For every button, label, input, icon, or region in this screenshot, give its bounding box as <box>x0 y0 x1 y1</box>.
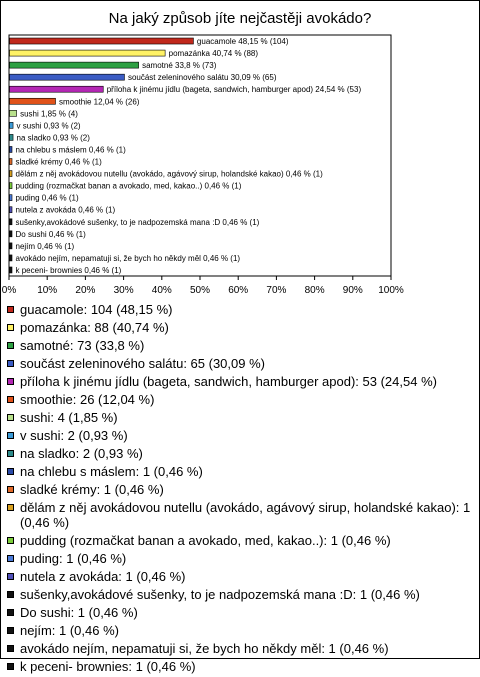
bar-chart <box>1 1 479 301</box>
legend-label: příloha k jinému jídlu (bageta, sandwich, hamburger apod): 53 (24,54 %) <box>20 374 437 389</box>
legend-item <box>7 623 475 638</box>
legend-swatch <box>7 627 14 634</box>
legend-label: avokádo nejím, nepamatuji si, že bych ho někdy měl: 1 (0,46 %) <box>20 641 389 656</box>
legend-item <box>7 446 475 461</box>
x-tick-label: 10% <box>37 285 58 296</box>
bar-label: avokádo nejím, nepamatuji si, že bych ho někdy měl 0,46 % (1) <box>15 253 241 263</box>
bar <box>10 122 14 128</box>
bar-label: pudding (rozmačkat banan a avokado, med, kakao..) 0,46 % (1) <box>15 181 242 191</box>
legend-item <box>7 569 475 584</box>
bar-label: puding 0,46 % (1) <box>15 193 79 203</box>
legend-swatch <box>7 360 14 367</box>
legend-swatch <box>7 306 14 313</box>
bar <box>10 267 13 273</box>
legend-item <box>7 374 475 389</box>
legend-item <box>7 482 475 497</box>
legend-label: sušenky,avokádové sušenky, to je nadpozemská mana :D: 1 (0,46 %) <box>20 587 420 602</box>
legend-item <box>7 320 475 335</box>
bar-label: Do sushi 0,46 % (1) <box>15 229 86 239</box>
legend-swatch <box>7 396 14 403</box>
bar-label: k peceni- brownies 0,46 % (1) <box>15 265 122 275</box>
x-tick-label: 50% <box>189 285 211 296</box>
legend-label: sladké krémy: 1 (0,46 %) <box>20 482 164 497</box>
legend-item <box>7 659 475 674</box>
legend-label: puding: 1 (0,46 %) <box>20 551 127 566</box>
x-tick-label: 20% <box>75 285 96 296</box>
legend-swatch <box>7 342 14 349</box>
legend-label: nutela z avokáda: 1 (0,46 %) <box>20 569 186 584</box>
legend-item <box>7 500 475 530</box>
legend-item <box>7 587 475 602</box>
legend-item <box>7 338 475 353</box>
legend-item <box>7 392 475 407</box>
bar <box>10 134 14 140</box>
legend-swatch <box>7 414 14 421</box>
bar-label: sushi 1,85 % (4) <box>20 109 78 119</box>
legend-item <box>7 551 475 566</box>
bar <box>10 62 139 68</box>
plot-area <box>9 35 391 276</box>
bar-label: pomazánka 40,74 % (88) <box>168 49 259 59</box>
bar-label: v sushi 0,93 % (2) <box>16 121 81 131</box>
legend-item <box>7 533 475 548</box>
legend <box>7 302 475 677</box>
legend-label: Do sushi: 1 (0,46 %) <box>20 605 138 620</box>
bar-label: smoothie 12,04 % (26) <box>58 97 140 107</box>
legend-swatch <box>7 609 14 616</box>
legend-label: guacamole: 104 (48,15 %) <box>20 302 173 317</box>
legend-label: na chlebu s máslem: 1 (0,46 %) <box>20 464 203 479</box>
legend-swatch <box>7 663 14 670</box>
bar-label: sušenky,avokádové sušenky, to je nadpozemská mana :D 0,46 % (1) <box>15 217 260 227</box>
legend-swatch <box>7 645 14 652</box>
legend-swatch <box>7 450 14 457</box>
bar <box>10 231 13 237</box>
legend-label: pomazánka: 88 (40,74 %) <box>20 320 169 335</box>
legend-swatch <box>7 504 14 511</box>
bar <box>10 38 194 44</box>
bar <box>10 195 13 201</box>
x-tick-label: 0% <box>1 285 17 296</box>
bar <box>10 50 166 56</box>
legend-swatch <box>7 555 14 562</box>
legend-label: nejím: 1 (0,46 %) <box>20 623 119 638</box>
legend-label: na sladko: 2 (0,93 %) <box>20 446 143 461</box>
legend-swatch <box>7 537 14 544</box>
legend-item <box>7 302 475 317</box>
bar <box>10 207 13 213</box>
x-tick-label: 100% <box>378 285 404 296</box>
chart-title: Na jaký způsob jíte nejčastěji avokádo? <box>108 10 372 27</box>
legend-swatch <box>7 591 14 598</box>
legend-label: sushi: 4 (1,85 %) <box>20 410 118 425</box>
x-tick-label: 60% <box>228 285 249 296</box>
bar <box>10 219 13 225</box>
bar-label: na chlebu s máslem 0,46 % (1) <box>15 145 126 155</box>
bar <box>10 146 13 152</box>
bar-label: příloha k jinému jídlu (bageta, sandwich, hamburger apod) 24,54 % (53) <box>106 85 362 95</box>
legend-swatch <box>7 468 14 475</box>
bar-label: samotné 33,8 % (73) <box>142 61 217 71</box>
legend-label: smoothie: 26 (12,04 %) <box>20 392 155 407</box>
legend-swatch <box>7 573 14 580</box>
bar-label: nejím 0,46 % (1) <box>15 241 75 251</box>
x-tick-label: 40% <box>151 285 172 296</box>
bar <box>10 86 104 92</box>
bar-label: nutela z avokáda 0,46 % (1) <box>15 205 116 215</box>
bar <box>10 110 17 116</box>
legend-swatch <box>7 432 14 439</box>
legend-swatch <box>7 486 14 493</box>
bar-label: dělám z něj avokádovou nutellu (avokádo, agávový sirup, holandské kakao) 0,46 % (1) <box>15 169 323 179</box>
legend-item <box>7 641 475 656</box>
bar <box>10 255 13 261</box>
bar-label: sladké krémy 0,46 % (1) <box>15 157 102 167</box>
legend-swatch <box>7 324 14 331</box>
bar <box>10 183 13 189</box>
legend-swatch <box>7 378 14 385</box>
legend-label: součást zeleninového salátu: 65 (30,09 %) <box>20 356 265 371</box>
legend-item <box>7 464 475 479</box>
bar <box>10 98 56 104</box>
bar <box>10 159 13 165</box>
x-tick-label: 30% <box>113 285 134 296</box>
legend-label: pudding (rozmačkat banan a avokado, med, kakao..): 1 (0,46 %) <box>20 533 391 548</box>
bar <box>10 243 13 249</box>
bar <box>10 171 13 177</box>
legend-label: samotné: 73 (33,8 %) <box>20 338 145 353</box>
bar-label: na sladko 0,93 % (2) <box>16 133 90 143</box>
bar-label: součást zeleninového salátu 30,09 % (65) <box>127 73 277 83</box>
bar <box>10 74 125 80</box>
x-tick-label: 70% <box>266 285 287 296</box>
legend-label: dělám z něj avokádovou nutellu (avokádo, agávový sirup, holandské kakao): 1 (0,46 %) <box>20 500 471 530</box>
legend-item <box>7 356 475 371</box>
bar-label: guacamole 48,15 % (104) <box>196 37 289 47</box>
legend-item <box>7 410 475 425</box>
legend-item <box>7 428 475 443</box>
x-tick-label: 80% <box>304 285 325 296</box>
x-tick-label: 90% <box>342 285 363 296</box>
legend-item <box>7 605 475 620</box>
legend-label: k peceni- brownies: 1 (0,46 %) <box>20 659 196 674</box>
legend-label: v sushi: 2 (0,93 %) <box>20 428 128 443</box>
